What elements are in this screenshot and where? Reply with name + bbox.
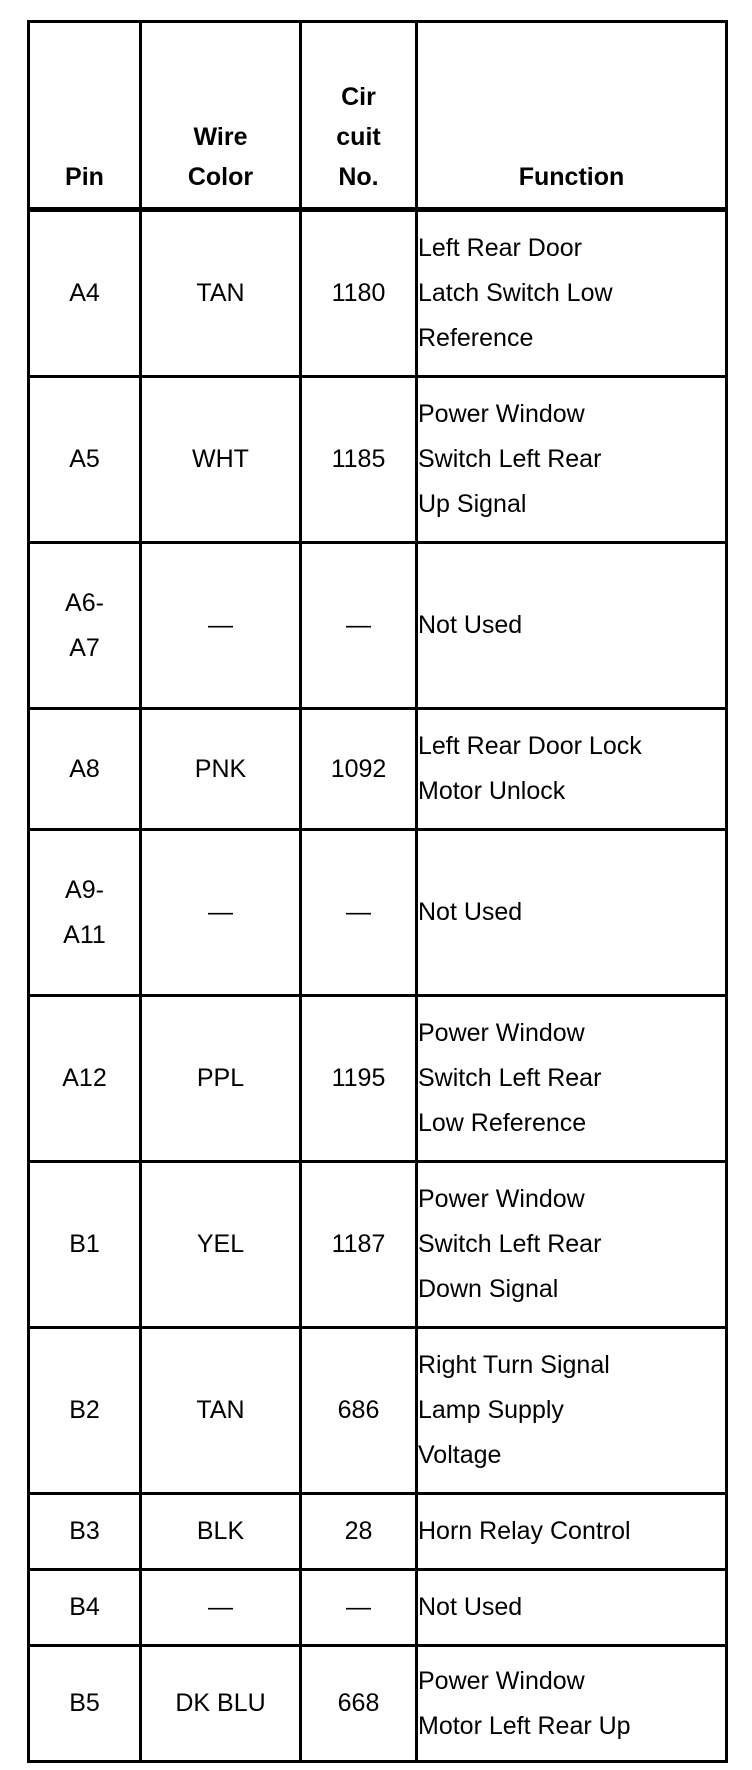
function-cell: Power Window Switch Left Rear Low Reference [417, 996, 727, 1162]
pin-cell: B2 [29, 1328, 141, 1494]
connector-pinout-table [27, 20, 728, 1763]
wire-color-cell: TAN [141, 1328, 301, 1494]
pin-cell: A9- A11 [29, 830, 141, 996]
wire-color-cell: TAN [141, 210, 301, 377]
wire-color-cell: WHT [141, 377, 301, 543]
function-cell: Right Turn Signal Lamp Supply Voltage [417, 1328, 727, 1494]
function-cell: Left Rear Door Lock Motor Unlock [417, 709, 727, 830]
table-row [29, 543, 727, 709]
wire-color-cell: YEL [141, 1162, 301, 1328]
wire-color-cell: — [141, 1570, 301, 1646]
circuit-cell: 1185 [301, 377, 417, 543]
function-cell: Power Window Motor Left Rear Up [417, 1646, 727, 1762]
pin-cell: A12 [29, 996, 141, 1162]
table-row [29, 210, 727, 377]
table-row [29, 830, 727, 996]
function-cell: Power Window Switch Left Rear Up Signal [417, 377, 727, 543]
pin-cell: A5 [29, 377, 141, 543]
circuit-cell: — [301, 1570, 417, 1646]
circuit-cell: — [301, 543, 417, 709]
circuit-cell: 668 [301, 1646, 417, 1762]
table-row [29, 1162, 727, 1328]
table-header [29, 22, 727, 210]
header-pin: Pin [29, 22, 141, 210]
pin-cell: A4 [29, 210, 141, 377]
header-row [29, 22, 727, 210]
table-row [29, 1328, 727, 1494]
circuit-cell: 1195 [301, 996, 417, 1162]
function-cell: Power Window Switch Left Rear Down Signal [417, 1162, 727, 1328]
function-cell: Left Rear Door Latch Switch Low Reference [417, 210, 727, 377]
circuit-cell: 686 [301, 1328, 417, 1494]
pin-cell: B4 [29, 1570, 141, 1646]
table-row [29, 709, 727, 830]
pin-cell: A6- A7 [29, 543, 141, 709]
wire-color-cell: PPL [141, 996, 301, 1162]
wire-color-cell: — [141, 543, 301, 709]
table-row [29, 377, 727, 543]
table-row [29, 996, 727, 1162]
header-circuit-no: Cir cuit No. [301, 22, 417, 210]
function-cell: Horn Relay Control [417, 1494, 727, 1570]
wire-color-cell: PNK [141, 709, 301, 830]
table-body [29, 210, 727, 1762]
pin-cell: B3 [29, 1494, 141, 1570]
function-cell: Not Used [417, 830, 727, 996]
circuit-cell: — [301, 830, 417, 996]
circuit-cell: 1092 [301, 709, 417, 830]
header-wire-color: Wire Color [141, 22, 301, 210]
function-cell: Not Used [417, 1570, 727, 1646]
wire-color-cell: BLK [141, 1494, 301, 1570]
header-function: Function [417, 22, 727, 210]
table-row [29, 1570, 727, 1646]
table-row [29, 1646, 727, 1762]
circuit-cell: 1187 [301, 1162, 417, 1328]
pin-cell: A8 [29, 709, 141, 830]
pin-cell: B1 [29, 1162, 141, 1328]
table-row [29, 1494, 727, 1570]
circuit-cell: 28 [301, 1494, 417, 1570]
wire-color-cell: DK BLU [141, 1646, 301, 1762]
wire-color-cell: — [141, 830, 301, 996]
function-cell: Not Used [417, 543, 727, 709]
pin-cell: B5 [29, 1646, 141, 1762]
circuit-cell: 1180 [301, 210, 417, 377]
